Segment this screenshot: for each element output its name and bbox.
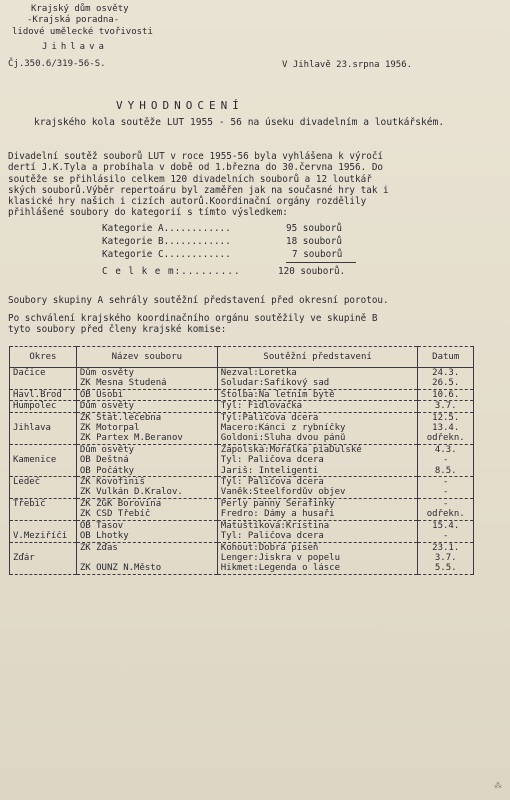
header-district: Okres [10, 347, 77, 368]
cell-date: 15.4. [418, 520, 474, 531]
cell-date: 8.5. [418, 466, 474, 477]
table-row [10, 520, 474, 531]
table-row [10, 477, 474, 488]
cell-date: 5.5. [418, 563, 474, 574]
sender-line-3: lidové umělecké tvořivosti [12, 27, 153, 37]
table-row [10, 389, 474, 400]
cell-district [10, 433, 77, 444]
place-date: V Jihlavě 23.srpna 1956. [282, 60, 413, 70]
cell-ensemble: ZK Motorpal [76, 423, 217, 433]
cell-ensemble: ZK Mesna Studená [76, 378, 217, 389]
cell-ensemble: OB Deštná [76, 455, 217, 465]
header-date: Datum [418, 347, 474, 368]
intro-line-4: ských souborů.Výběr repertoáru byl zaměřen jak na současné hry tak i [8, 185, 389, 196]
cell-date: - [418, 487, 474, 498]
cell-ensemble: ZK OÚNZ N.Město [76, 563, 217, 574]
table-row [10, 444, 474, 455]
total-label: C e l k e m:......... [102, 266, 241, 277]
intro-line-1: Divadelní soutěž souborů LUT v roce 1955-56 byla vyhlášena k výročí [8, 151, 384, 162]
cell-date: 12.5. [418, 412, 474, 423]
cell-performance: Zápolská:Morálka píaDulské [217, 444, 418, 455]
cell-ensemble: ZK Vulkán D.Kralov. [76, 487, 217, 498]
table-row [10, 455, 474, 465]
category-a-value: 95 souborů [286, 223, 342, 234]
cell-district [10, 563, 77, 574]
document-subtitle: krajského kola soutěže LUT 1955 - 56 na úseku divadelním a loutkářském. [34, 117, 445, 128]
cell-performance: Tyl: Paličova dcera [217, 455, 418, 465]
document-title: VYHODNOCENÍ [116, 99, 244, 112]
table-body [10, 368, 474, 575]
cell-district [10, 509, 77, 520]
intro-line-5: klasické hry našich i cizích autorů.Koordinační orgány rozdělily [8, 196, 367, 207]
reference-number: Čj.350.6/319-56-S. [8, 59, 106, 69]
results-table [9, 346, 474, 575]
cell-date: - [418, 498, 474, 509]
table-row [10, 378, 474, 389]
cell-district: Dačice [10, 368, 77, 379]
table-row [10, 412, 474, 423]
cell-performance: Tyl: Paličova dcera [217, 477, 418, 488]
paragraph-group-b-line-2: tyto soubory před členy krajské komise: [8, 324, 227, 335]
intro-line-2: dertí J.K.Tyla a probíhala v době od 1.března do 30.června 1956. Do [8, 162, 384, 173]
table-row [10, 542, 474, 553]
sender-line-4: Jihlava [42, 42, 108, 52]
cell-date: - [418, 455, 474, 465]
table-row [10, 563, 474, 574]
cell-performance: Vaněk:Steelfordův objev [217, 487, 418, 498]
table-row [10, 531, 474, 542]
cell-ensemble: Dům osvěty [76, 401, 217, 412]
table-row [10, 368, 474, 379]
cell-performance: Perly panny Serafinky [217, 498, 418, 509]
cell-performance: Kohout:Dobrá píseň [217, 542, 418, 553]
sender-line-2: -Krajská poradna- [27, 15, 120, 25]
table-row [10, 401, 474, 412]
table-row [10, 509, 474, 520]
cell-performance: Macero:Kánci z rybníčky [217, 423, 418, 433]
cell-date: 23.1. [418, 542, 474, 553]
cell-district [10, 487, 77, 498]
cell-date: 4.3. [418, 444, 474, 455]
header-ensemble: Název souboru [76, 347, 217, 368]
table-row [10, 498, 474, 509]
cell-district [10, 542, 77, 553]
cell-performance: Tyl: Paličova dcera [217, 531, 418, 542]
cell-performance: Soludar:Šafíkový sad [217, 378, 418, 389]
cell-district [10, 520, 77, 531]
cell-performance: Fredro: Dámy a husaři [217, 509, 418, 520]
cell-ensemble: ZK ZGK Borovina [76, 498, 217, 509]
cell-date: odřekn. [418, 433, 474, 444]
cell-ensemble: ZK Žďas [76, 542, 217, 553]
table-header-row [10, 347, 474, 368]
table-row [10, 433, 474, 444]
cell-ensemble: OB Úsobí [76, 389, 217, 400]
cell-ensemble: OB Tasov [76, 520, 217, 531]
cell-date: - [418, 531, 474, 542]
cell-ensemble: OB Počátky [76, 466, 217, 477]
cell-ensemble: Dům osvěty [76, 444, 217, 455]
cell-date: odřekn. [418, 509, 474, 520]
cell-performance: Nezval:Loretka [217, 368, 418, 379]
category-b-value: 18 souborů [286, 236, 342, 247]
paragraph-group-a: Soubory skupiny A sehrály soutěžní představení před okresní porotou. [8, 295, 389, 306]
category-a-label: Kategorie A............ [102, 223, 231, 234]
cell-district: Havl.Brod [10, 389, 77, 400]
intro-line-3: soutěže se přihlásilo celkem 120 divadelních souborů a 12 loutkář [8, 174, 372, 185]
cell-district [10, 378, 77, 389]
cell-district: Třebíč [10, 498, 77, 509]
cell-date: 3.7. [418, 553, 474, 563]
cell-date: 13.4. [418, 423, 474, 433]
cell-date: 24.3. [418, 368, 474, 379]
cell-date: 10.6. [418, 389, 474, 400]
cell-district [10, 444, 77, 455]
cell-performance: Lenger:Jiskra v popelu [217, 553, 418, 563]
total-value: 120 souborů. [278, 266, 346, 277]
table-row [10, 553, 474, 563]
cell-district: Kamenice [10, 455, 77, 465]
cell-performance: Hikmet:Legenda o lásce [217, 563, 418, 574]
category-c-value: 7 souborů [292, 249, 343, 260]
cell-performance: Tyl: Fidlovačka [217, 401, 418, 412]
cell-performance: Štolba:Na letním bytě [217, 389, 418, 400]
cell-ensemble: ZK ČSD Třebíč [76, 509, 217, 520]
sum-line [286, 262, 356, 263]
cell-ensemble: OB Lhotky [76, 531, 217, 542]
cell-ensemble [76, 553, 217, 563]
cell-district: Ledeč [10, 477, 77, 488]
paragraph-group-b-line-1: Po schválení krajského koordinačního orgánu soutěžily ve skupině B [8, 313, 378, 324]
cell-date: 3.7. [418, 401, 474, 412]
cell-performance: Tyl:Paličova dcera [217, 412, 418, 423]
cell-ensemble: Dům osvěty [76, 368, 217, 379]
cell-district [10, 412, 77, 423]
archive-mark: ⁂ [494, 781, 502, 790]
table-row [10, 466, 474, 477]
cell-ensemble: ZK Kovofiniš [76, 477, 217, 488]
category-b-label: Kategorie B............ [102, 236, 231, 247]
cell-district: V.Meziříčí [10, 531, 77, 542]
cell-ensemble: ZK Partex M.Beranov [76, 433, 217, 444]
sender-line-1: Krajský dům osvěty [31, 4, 129, 14]
cell-performance: Jariš: Inteligenti [217, 466, 418, 477]
table-row [10, 423, 474, 433]
category-c-label: Kategorie C............ [102, 249, 231, 260]
cell-district: Žďár [10, 553, 77, 563]
table-row [10, 487, 474, 498]
header-performance: Soutěžní představení [217, 347, 418, 368]
intro-line-6: přihlášené soubory do kategorií s tímto výsledkem: [8, 207, 288, 218]
cell-performance: Goldoni:Sluha dvou pánů [217, 433, 418, 444]
cell-date: - [418, 477, 474, 488]
cell-ensemble: ZK Stát.léčebna [76, 412, 217, 423]
cell-district: Jihlava [10, 423, 77, 433]
cell-date: 26.5. [418, 378, 474, 389]
cell-district [10, 466, 77, 477]
cell-performance: Matuštíková:Kristina [217, 520, 418, 531]
cell-district: Humpolec [10, 401, 77, 412]
